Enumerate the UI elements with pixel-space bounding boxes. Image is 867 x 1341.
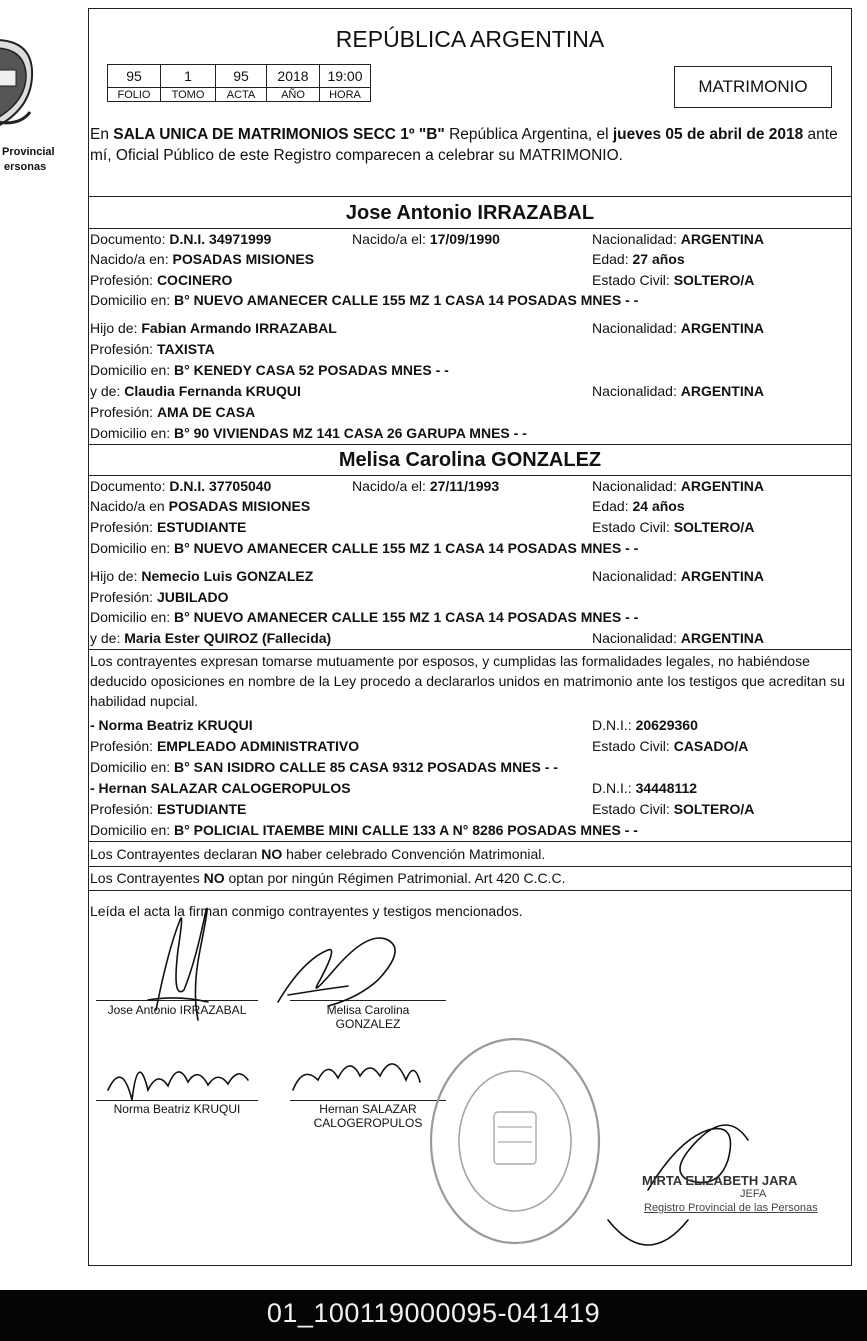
ano-value: 2018 [267,65,320,88]
convention-statement: Los Contrayentes declaran NO haber celebrado Convención Matrimonial. [90,846,546,862]
signature-caption-bride-1: Melisa Carolina [326,1003,410,1017]
divider [88,228,852,229]
intro-text-1: En [90,126,114,143]
witness-1-address: Domicilio en: B° SAN ISIDRO CALLE 85 CASA 9312 POSADAS MNES - - [90,759,558,775]
bride-father-profession: Profesión: JUBILADO [90,589,229,605]
intro-text-2: República Argentina, el [444,126,613,143]
ceremony-date: jueves 05 de abril de 2018 [612,126,804,143]
witness-2-address: Domicilio en: B° POLICIAL ITAEMBE MINI CALLE 133 A N° 8286 POSADAS MNES - - [90,822,638,838]
witness-1-civil-status: Estado Civil: CASADO/A [592,738,749,754]
bride-civil-status: Estado Civil: SOLTERO/A [592,519,755,535]
witness-2-civil-status: Estado Civil: SOLTERO/A [592,801,755,817]
witness-2-signature [293,1064,420,1090]
official-role: JEFA [740,1188,767,1200]
coat-of-arms-icon [0,30,40,140]
groom-mother-nationality: Nacionalidad: ARGENTINA [592,383,764,399]
logo-text-1: Provincial [2,146,55,158]
bride-signature [278,938,395,1006]
logo-text-2: ersonas [4,161,47,173]
bride-name: Melisa Carolina GONZALEZ [338,449,602,471]
folio-label: FOLIO [108,88,161,102]
bride-document: Documento: D.N.I. 37705040 [90,478,272,494]
tomo-label: TOMO [161,88,216,102]
intro-text-3: ante mí, Oficial Público de este Registro comparecen a celebrar su MATRIMONIO. [90,126,838,164]
signature-caption-witness-2a: Hernan SALAZAR [319,1102,417,1116]
bride-nationality: Nacionalidad: ARGENTINA [592,478,764,494]
signature-caption-witness-2b: CALOGEROPULOS [313,1116,423,1130]
groom-father-address: Domicilio en: B° KENEDY CASA 52 POSADAS MNES - - [90,362,449,378]
groom-age: Edad: 27 años [592,251,685,267]
groom-civil-status: Estado Civil: SOLTERO/A [592,272,755,288]
groom-nationality: Nacionalidad: ARGENTINA [592,231,764,247]
ceremony-place: SALA UNICA DE MATRIMONIOS SECC 1º "B" [113,126,445,143]
groom-father: Hijo de: Fabian Armando IRRAZABAL [90,320,337,336]
signature-caption-witness-1: Norma Beatriz KRUQUI [113,1102,241,1116]
witness-2-dni: D.N.I.: 34448112 [592,780,698,796]
bride-mother-nationality: Nacionalidad: ARGENTINA [592,630,764,646]
divider [88,475,852,476]
groom-name: Jose Antonio IRRAZABAL [345,202,595,224]
acta-label: ACTA [216,88,267,102]
document-type-box: MATRIMONIO [674,66,832,108]
bride-age: Edad: 24 años [592,498,685,514]
groom-address: Domicilio en: B° NUEVO AMANECER CALLE 155 MZ 1 CASA 14 POSADAS MNES - - [90,292,639,308]
bride-address: Domicilio en: B° NUEVO AMANECER CALLE 155 MZ 1 CASA 14 POSADAS MNES - - [90,540,639,556]
groom-profession: Profesión: COCINERO [90,272,233,288]
reference-table [107,64,371,102]
folio-value: 95 [108,65,161,88]
groom-mother-profession: Profesión: AMA DE CASA [90,404,256,420]
divider [88,841,852,842]
witness-2-profession: Profesión: ESTUDIANTE [90,801,247,817]
witness-1-profession: Profesión: EMPLEADO ADMINISTRATIVO [90,738,360,754]
declaration-paragraph: Los contrayentes expresan tomarse mutuamente por esposos, y cumplidas las formalidades legales, no habiéndose deducido oposiciones en nombre de la Ley procedo a declararlos unidos en matrimonio ante los testigos que acreditan su habilidad nupcial. [90,653,845,709]
bride-birthplace: Nacido/a en POSADAS MISIONES [90,498,311,514]
divider [88,866,852,867]
groom-father-profession: Profesión: TAXISTA [90,341,215,357]
groom-document: Documento: D.N.I. 34971999 [90,231,272,247]
groom-signature [148,908,208,1020]
witness-1-signature [108,1072,248,1100]
witness-1-name: - Norma Beatriz KRUQUI [90,717,253,733]
official-seal-stamp [424,1032,606,1250]
page-title: REPÚBLICA ARGENTINA [335,26,605,52]
patrimonial-regime-statement: Los Contrayentes NO optan por ningún Régimen Patrimonial. Art 420 C.C.C. [90,870,566,886]
signature-caption-groom: Jose Antonio IRRAZABAL [107,1003,247,1017]
witness-2-name: - Hernan SALAZAR CALOGEROPULOS [90,780,351,796]
divider [88,444,852,445]
groom-mother-address: Domicilio en: B° 90 VIVIENDAS MZ 141 CASA 26 GARUPA MNES - - [90,425,527,441]
hora-value: 19:00 [320,65,371,88]
acta-value: 95 [216,65,267,88]
bride-father-address: Domicilio en: B° NUEVO AMANECER CALLE 155 MZ 1 CASA 14 POSADAS MNES - - [90,609,639,625]
hora-label: HORA [320,88,371,102]
bride-father-nationality: Nacionalidad: ARGENTINA [592,568,764,584]
footer-code: 01_100119000095-041419 [0,1290,867,1341]
bride-mother: y de: Maria Ester QUIROZ (Fallecida) [90,630,332,646]
bride-father: Hijo de: Nemecio Luis GONZALEZ [90,568,314,584]
intro-paragraph [90,124,850,166]
groom-father-nationality: Nacionalidad: ARGENTINA [592,320,764,336]
ano-label: AÑO [267,88,320,102]
groom-birthdate: Nacido/a el: 17/09/1990 [352,231,500,247]
signature-caption-bride-2: GONZALEZ [335,1017,401,1031]
witness-1-dni: D.N.I.: 20629360 [592,717,698,733]
official-name: MIRTA ELIZABETH JARA [642,1173,798,1188]
divider [88,196,852,197]
divider [88,649,852,650]
tomo-value: 1 [161,65,216,88]
bride-birthdate: Nacido/a el: 27/11/1993 [352,478,500,494]
groom-birthplace: Nacido/a en: POSADAS MISIONES [90,251,315,267]
groom-mother: y de: Claudia Fernanda KRUQUI [90,383,301,399]
closing-statement: Leída el acta la firman conmigo contrayentes y testigos mencionados. [90,903,523,919]
official-organization: Registro Provincial de las Personas [644,1202,818,1214]
logo [0,30,55,173]
bride-profession: Profesión: ESTUDIANTE [90,519,247,535]
